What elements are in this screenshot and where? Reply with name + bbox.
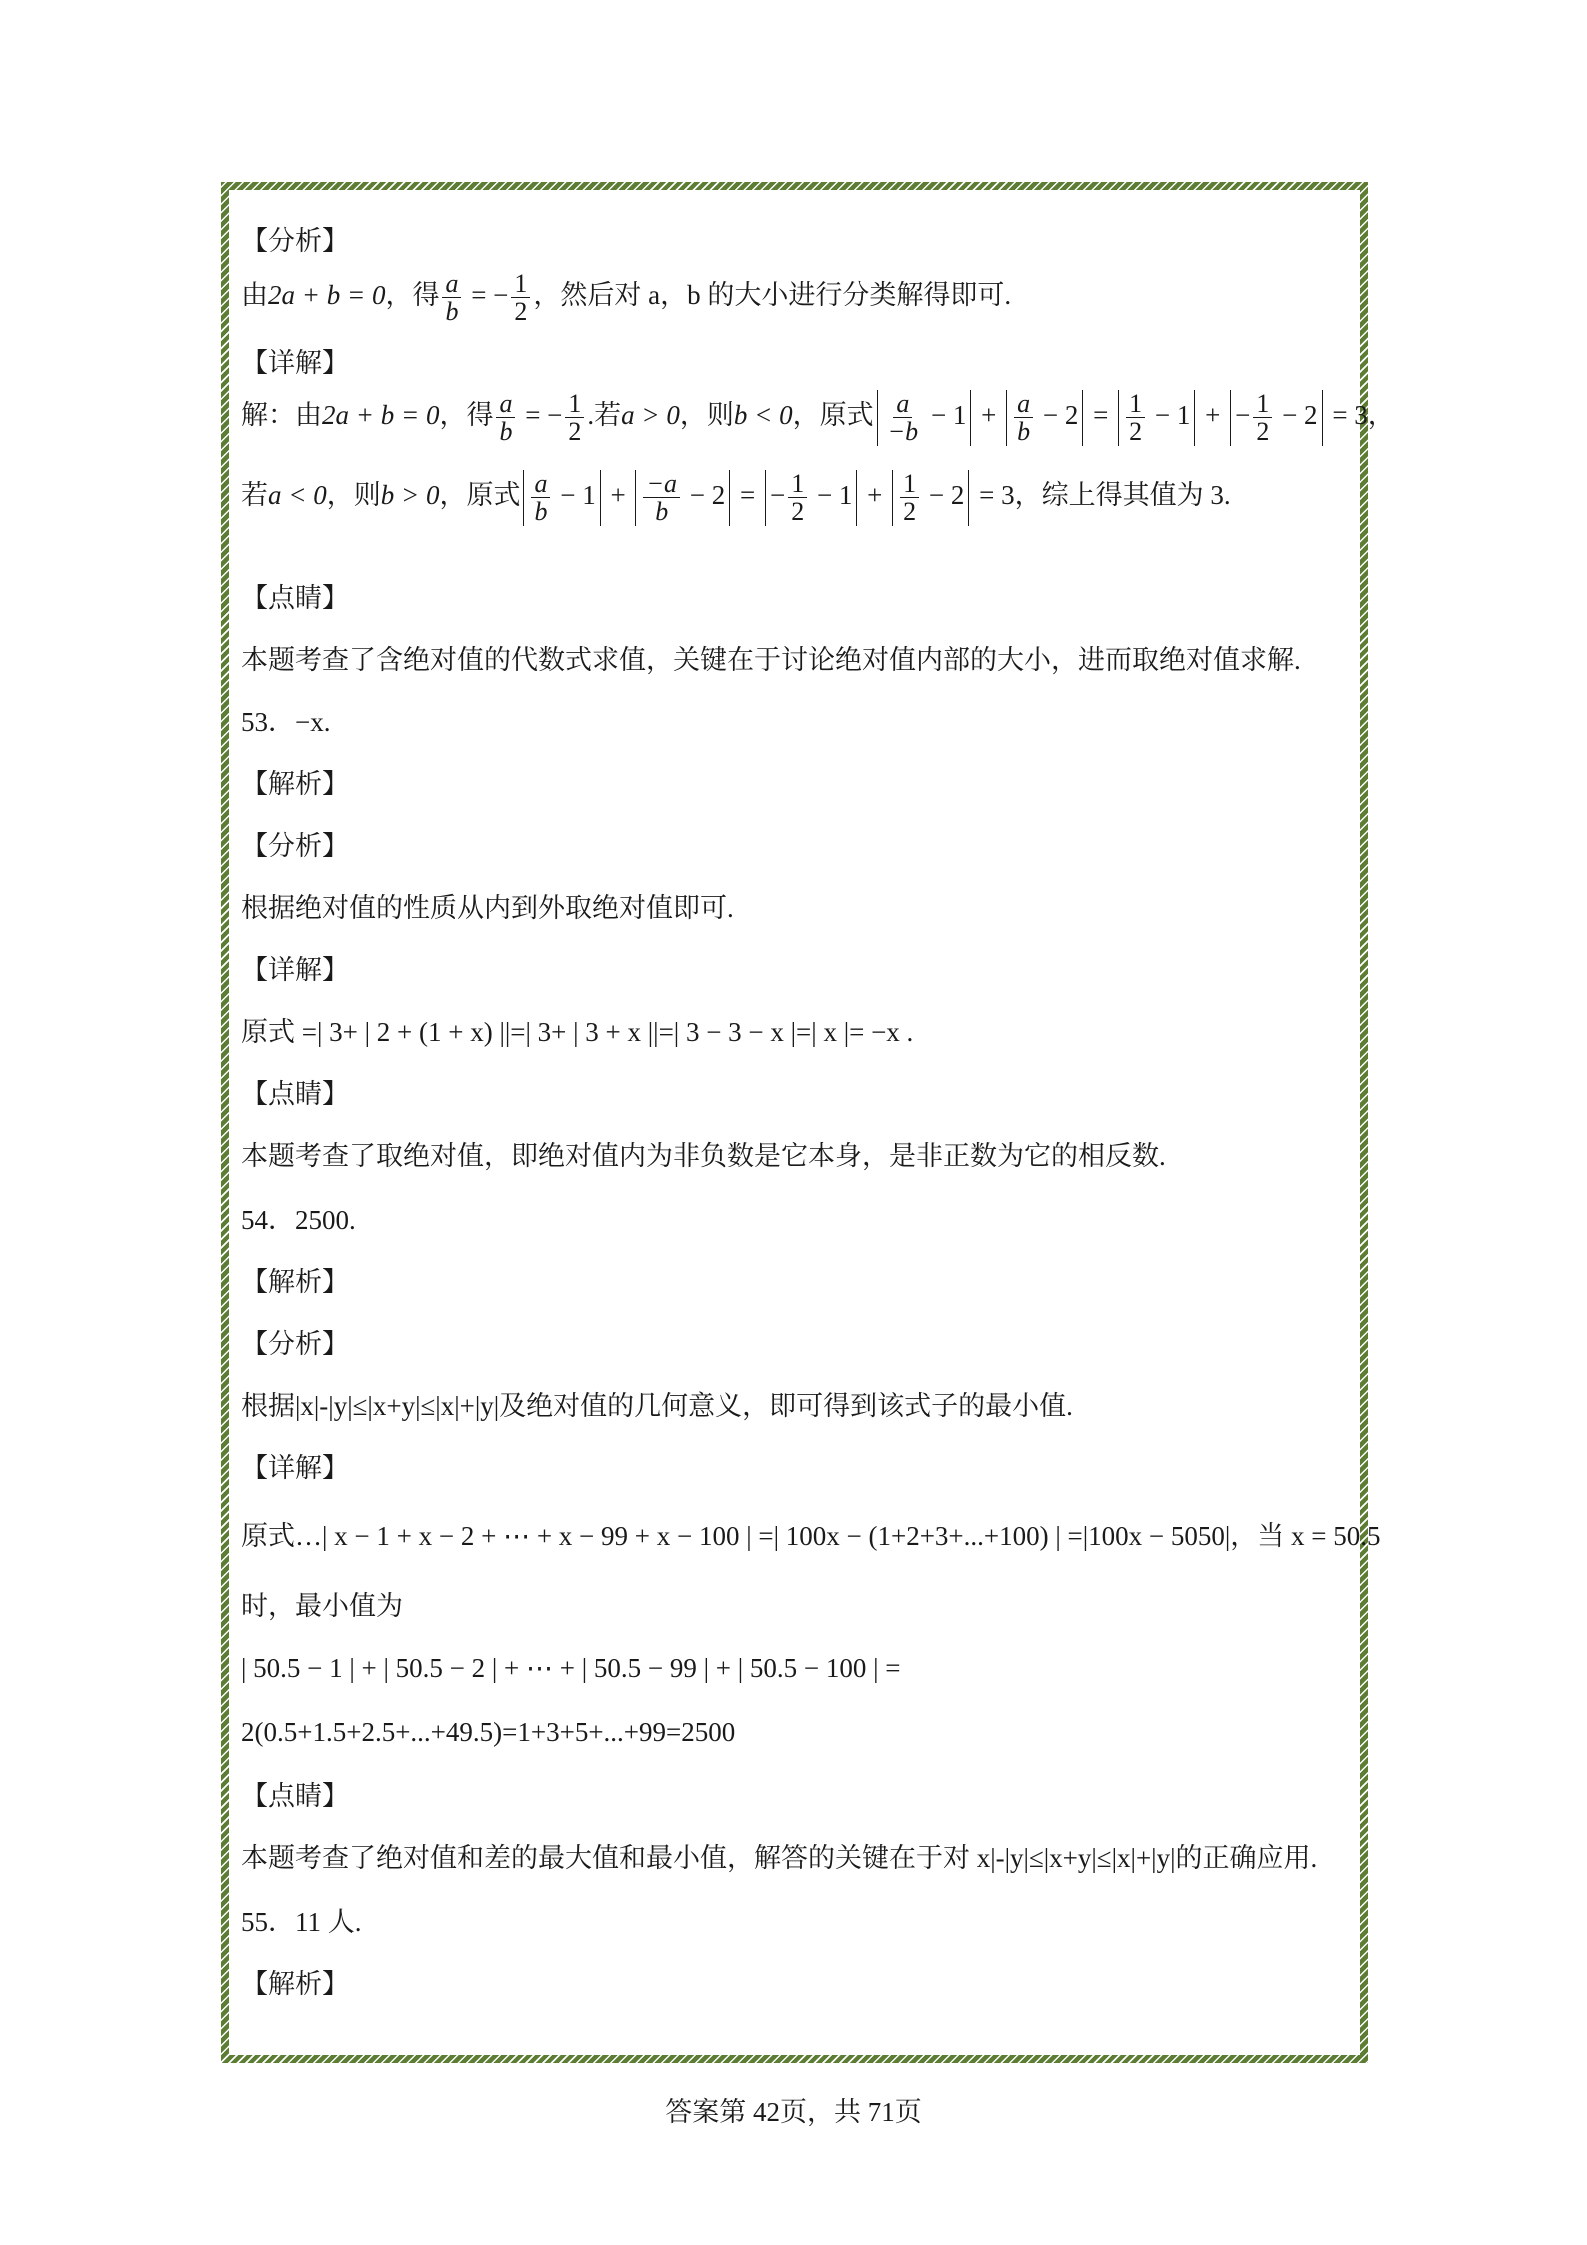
abs-expression: $\frac{a}{b}$ − 2 (1006, 390, 1083, 446)
equation: 2a + b = 0 (268, 280, 386, 310)
detail-paragraph: 时，最小值为 (241, 1591, 403, 1621)
analysis-paragraph: 根据|x|-|y|≤|x+y|≤|x|+|y|及绝对值的几何意义，即可得到该式子的最小值. (241, 1391, 1073, 1421)
section-header-explanation: 【解析】 (241, 1267, 349, 1297)
section-header-analysis: 【分析】 (241, 831, 349, 861)
comment-paragraph: 本题考查了取绝对值，即绝对值内为非负数是它本身，是非正数为它的相反数. (241, 1141, 1166, 1171)
section-header-explanation: 【解析】 (241, 769, 349, 799)
fraction-one-half: $\frac{1}{2}$ (511, 270, 530, 326)
answer-54: 54．2500. (241, 1205, 356, 1235)
section-header-detail: 【详解】 (241, 348, 349, 378)
detail-paragraph: 原式…| x − 1 + x − 2 + ⋯ + x − 99 + x − 100 | =| 100x − (1+2+3+...+100) | =|100x − 5050|，当 x = 50.5 (241, 1521, 1381, 1551)
detail-paragraph-case2: 若a < 0，则b > 0，原式 $\frac{a}{b}$ − 1 + $\frac{-a}{b}$ − 2 = − $\frac{1}{2}$ − 1 + $\frac{1}{2}$ − 2 = 3，综上得其值为 3. (241, 469, 1231, 527)
abs-expression: $\frac{1}{2}$ − 1 (1118, 390, 1195, 446)
section-header-detail: 【详解】 (241, 955, 349, 985)
detail-paragraph: | 50.5 − 1 | + | 50.5 − 2 | + ⋯ + | 50.5 − 99 | + | 50.5 − 100 | = (241, 1653, 901, 1683)
analysis-paragraph: 根据绝对值的性质从内到外取绝对值即可. (241, 893, 734, 923)
answer-55: 55．11 人. (241, 1907, 362, 1937)
comment-paragraph: 本题考查了绝对值和差的最大值和最小值，解答的关键在于对 x|-|y|≤|x+y|≤|x|+|y|的正确应用. (241, 1843, 1318, 1873)
section-header-analysis: 【分析】 (241, 1329, 349, 1359)
section-header-comment: 【点睛】 (241, 583, 349, 613)
detail-paragraph: 原式 =| 3+ | 2 + (1 + x) ||=| 3+ | 3 + x ||=| 3 − 3 − x |=| x |= −x . (241, 1017, 914, 1047)
detail-paragraph-case1: 解：由2a + b = 0，得 $\frac{a}{b}$ = − $\frac{1}{2}$ .若a > 0，则b < 0，原式 $\frac{a}{-b}$ − 1 + $\frac{a}{b}$ − 2 = $\frac{1}{2}$ − 1 + − $\frac{1}{2}$ − 2 = 3， (241, 389, 1395, 447)
section-header-comment: 【点睛】 (241, 1079, 349, 1109)
answer-53: 53．−x. (241, 707, 331, 737)
answer-content (229, 190, 1395, 2055)
section-header-explanation: 【解析】 (241, 1969, 349, 1999)
page-number-footer: 答案第 42页，共 71页 (665, 2097, 922, 2127)
detail-paragraph: 2(0.5+1.5+2.5+...+49.5)=1+3+5+...+99=2500 (241, 1717, 736, 1747)
abs-expression: − $\frac{1}{2}$ − 1 (765, 470, 857, 526)
abs-expression: − $\frac{1}{2}$ − 2 (1230, 390, 1322, 446)
fraction-a-over-b: $\frac{a}{b}$ (442, 270, 461, 326)
abs-expression: $\frac{-a}{b}$ − 2 (635, 470, 730, 526)
section-header-detail: 【详解】 (241, 1453, 349, 1483)
section-header-comment: 【点睛】 (241, 1781, 349, 1811)
section-header-analysis: 【分析】 (241, 226, 349, 256)
abs-expression: $\frac{1}{2}$ − 2 (892, 470, 969, 526)
abs-expression: $\frac{a}{-b}$ − 1 (877, 390, 972, 446)
abs-expression: $\frac{a}{b}$ − 1 (523, 470, 600, 526)
comment-paragraph: 本题考查了含绝对值的代数式求值，关键在于讨论绝对值内部的大小，进而取绝对值求解. (241, 645, 1301, 675)
answer-frame-border (221, 182, 1395, 2063)
analysis-paragraph: 由2a + b = 0，得 $\frac{a}{b}$ = − $\frac{1}{2}$ ，然后对 a，b 的大小进行分类解得即可. (241, 269, 1012, 327)
